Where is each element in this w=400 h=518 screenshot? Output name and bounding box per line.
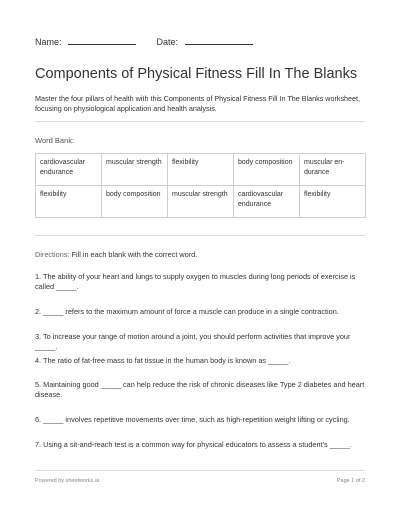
page-number: Page 1 of 2: [336, 478, 365, 484]
question-6: 6. _____ involves repetitive movements over time, such as high-repetition weight lifting or cycling.: [35, 415, 350, 424]
word-bank-cell: cardiovascular endurance: [234, 186, 300, 218]
word-bank-cell: flexibility: [168, 154, 234, 186]
date-label: Date:: [156, 37, 179, 47]
intro-text: Master the four pillars of health with this Components of Physical Fitness Fill In The Blanks worksheet, focusing on physiological application and health analysis.: [35, 94, 361, 113]
question-2: 2. _____ refers to the maximum amount of force a muscle can produce in a single contraction.: [35, 307, 339, 316]
word-bank-label: Word Bank:: [35, 136, 75, 145]
directions-text: Fill in each blank with the correct word.: [71, 250, 198, 259]
word-bank-row: [36, 186, 366, 218]
date-blank[interactable]: [185, 35, 253, 45]
word-bank-cell: cardiovascular endurance: [36, 154, 102, 186]
question-4: 4. The ratio of fat-free mass to fat tissue in the human body is known as _____.: [35, 356, 291, 365]
question-3: 3. To increase your range of motion around a joint, you should perform activities that improve your _____.: [35, 332, 351, 351]
footer-credit: Powered by sheetworks.ai: [35, 478, 100, 484]
page-title: Components of Physical Fitness Fill In The Blanks: [35, 66, 358, 82]
word-bank-cell: flexibility: [300, 186, 366, 218]
divider: [35, 121, 365, 122]
directions-label: Directions:: [35, 250, 70, 259]
question-1: 1. The ability of your heart and lungs to supply oxygen to muscles during long periods of exercise is called _____.: [35, 272, 356, 291]
question-5: 5. Maintaining good _____ can help reduce the risk of chronic diseases like Type 2 diabetes and heart disease.: [35, 380, 365, 399]
word-bank-cell: muscular strength: [102, 154, 168, 186]
divider: [35, 235, 365, 236]
word-bank-cell: flexibility: [36, 186, 102, 218]
question-7: 7. Using a sit-and-reach test is a common way for physical educators to assess a student's _____.: [35, 440, 352, 449]
footer-divider: [35, 470, 365, 471]
directions: [35, 250, 197, 259]
name-blank[interactable]: [68, 35, 136, 45]
word-bank-cell: body composition: [234, 154, 300, 186]
word-bank-row: [36, 154, 366, 186]
word-bank-cell: muscular strength: [168, 186, 234, 218]
name-date-line: [35, 35, 253, 47]
word-bank-cell: body composition: [102, 186, 168, 218]
name-label: Name:: [35, 37, 62, 47]
word-bank-cell: muscular en-durance: [300, 154, 366, 186]
word-bank-table: [35, 153, 366, 218]
